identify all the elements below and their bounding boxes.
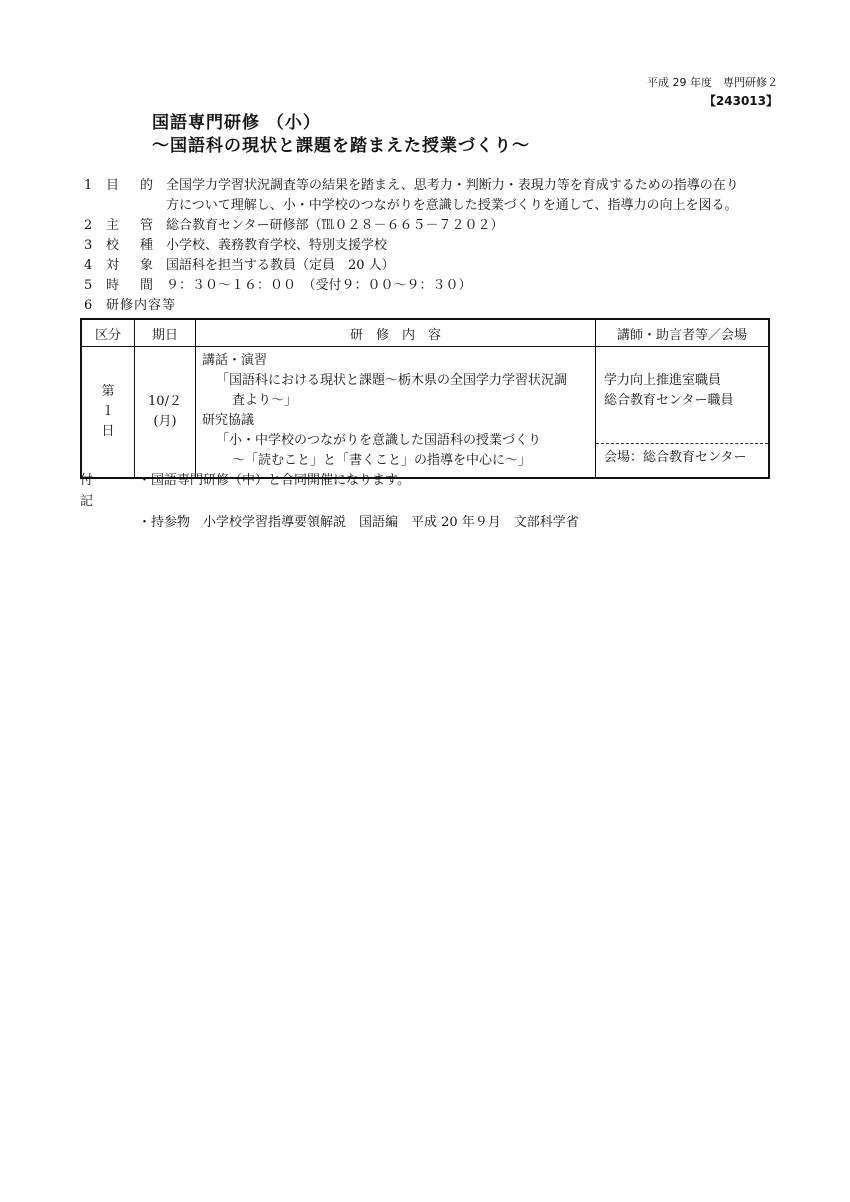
header-date: 期日 <box>135 319 196 347</box>
item-value: 小学校、義務教育学校、特別支援学校 <box>166 238 388 253</box>
item-value-cont: 方について理解し、小・中学校のつながりを意識した授業づくりを通して、指導力の向上を図る。 <box>166 198 738 213</box>
info-school-type <box>84 236 784 256</box>
header-kubun: 区分 <box>81 319 135 347</box>
item-number: 1 <box>84 178 93 193</box>
table-header-row <box>81 319 769 347</box>
course-subtitle: ～国語科の現状と課題を踏まえた授業づくり～ <box>152 136 530 156</box>
item-number: 4 <box>84 258 93 273</box>
session-topic: 「国語科における現状と課題～栃木県の全国学力学習状況調 <box>216 373 568 388</box>
fiscal-year-label: 平成 29 年度 専門研修２ <box>647 76 778 89</box>
item-value: ９：３０～１６：００ （受付９：００～９：３０） <box>166 278 472 293</box>
course-title: 国語専門研修 （小） <box>152 113 321 133</box>
header-content: 研 修 内 容 <box>196 319 596 347</box>
session-topic: 「小・中学校のつながりを意識した国語科の授業づくり <box>216 433 542 448</box>
day-cell <box>81 347 135 479</box>
item-value: 総合教育センター研修部（℡０２８－６６５－７２０２） <box>166 218 504 233</box>
date-text: 10/２ <box>148 394 182 409</box>
lecturer-list <box>596 347 768 443</box>
item-number: 2 <box>84 218 93 233</box>
info-purpose <box>84 176 784 196</box>
item-value: 全国学力学習状況調査等の結果を踏まえ、思考力・判断力・表現力等を育成するための指導の在り <box>166 178 739 193</box>
item-label: 時 間 <box>106 278 158 293</box>
item-label: 研修内容等 <box>106 298 177 313</box>
info-organizer <box>84 216 784 236</box>
info-target <box>84 256 784 276</box>
content-cell <box>196 347 596 479</box>
session-topic-cont: ～「読むこと」と「書くこと」の指導を中心に～」 <box>232 453 532 468</box>
day-char: 日 <box>101 424 115 439</box>
note-spacer <box>80 512 138 533</box>
lecturer-name: 総合教育センター職員 <box>604 393 734 408</box>
notes-label: 付 記 <box>80 473 123 509</box>
schedule-table <box>80 318 770 479</box>
header-lecturer: 講師・助言者等／会場 <box>596 319 770 347</box>
venue-text: 会場：総合教育センター <box>596 443 768 472</box>
note-row <box>80 512 579 533</box>
course-code: 【243013】 <box>703 94 778 108</box>
note-line: ・持参物 小学校学習指導要領解説 国語編 平成 20 年９月 文部科学省 <box>138 515 579 530</box>
session-heading: 講話・演習 <box>202 353 268 368</box>
day-char: 第 <box>101 384 115 399</box>
course-info-list <box>84 176 784 316</box>
item-label: 対 象 <box>106 258 158 273</box>
date-cell <box>135 347 196 479</box>
session-heading: 研究協議 <box>202 413 255 428</box>
table-row <box>81 347 769 479</box>
item-label: 主 管 <box>106 218 158 233</box>
weekday-text: (月) <box>153 414 177 429</box>
item-number: 6 <box>84 298 93 313</box>
info-contents <box>84 296 784 316</box>
item-number: 3 <box>84 238 93 253</box>
lecturer-cell <box>596 347 770 479</box>
item-label: 校 種 <box>106 238 158 253</box>
item-label: 目 的 <box>106 178 158 193</box>
item-value: 国語科を担当する教員（定員 20 人） <box>166 258 395 273</box>
note-row <box>80 470 579 512</box>
info-time <box>84 276 784 296</box>
notes-section <box>80 470 579 533</box>
day-char: １ <box>101 404 115 419</box>
note-line: ・国語専門研修（中）と合同開催になります。 <box>138 473 410 488</box>
item-number: 5 <box>84 278 93 293</box>
session-topic-cont: 査より～」 <box>232 393 298 408</box>
lecturer-name: 学力向上推進室職員 <box>604 373 722 388</box>
